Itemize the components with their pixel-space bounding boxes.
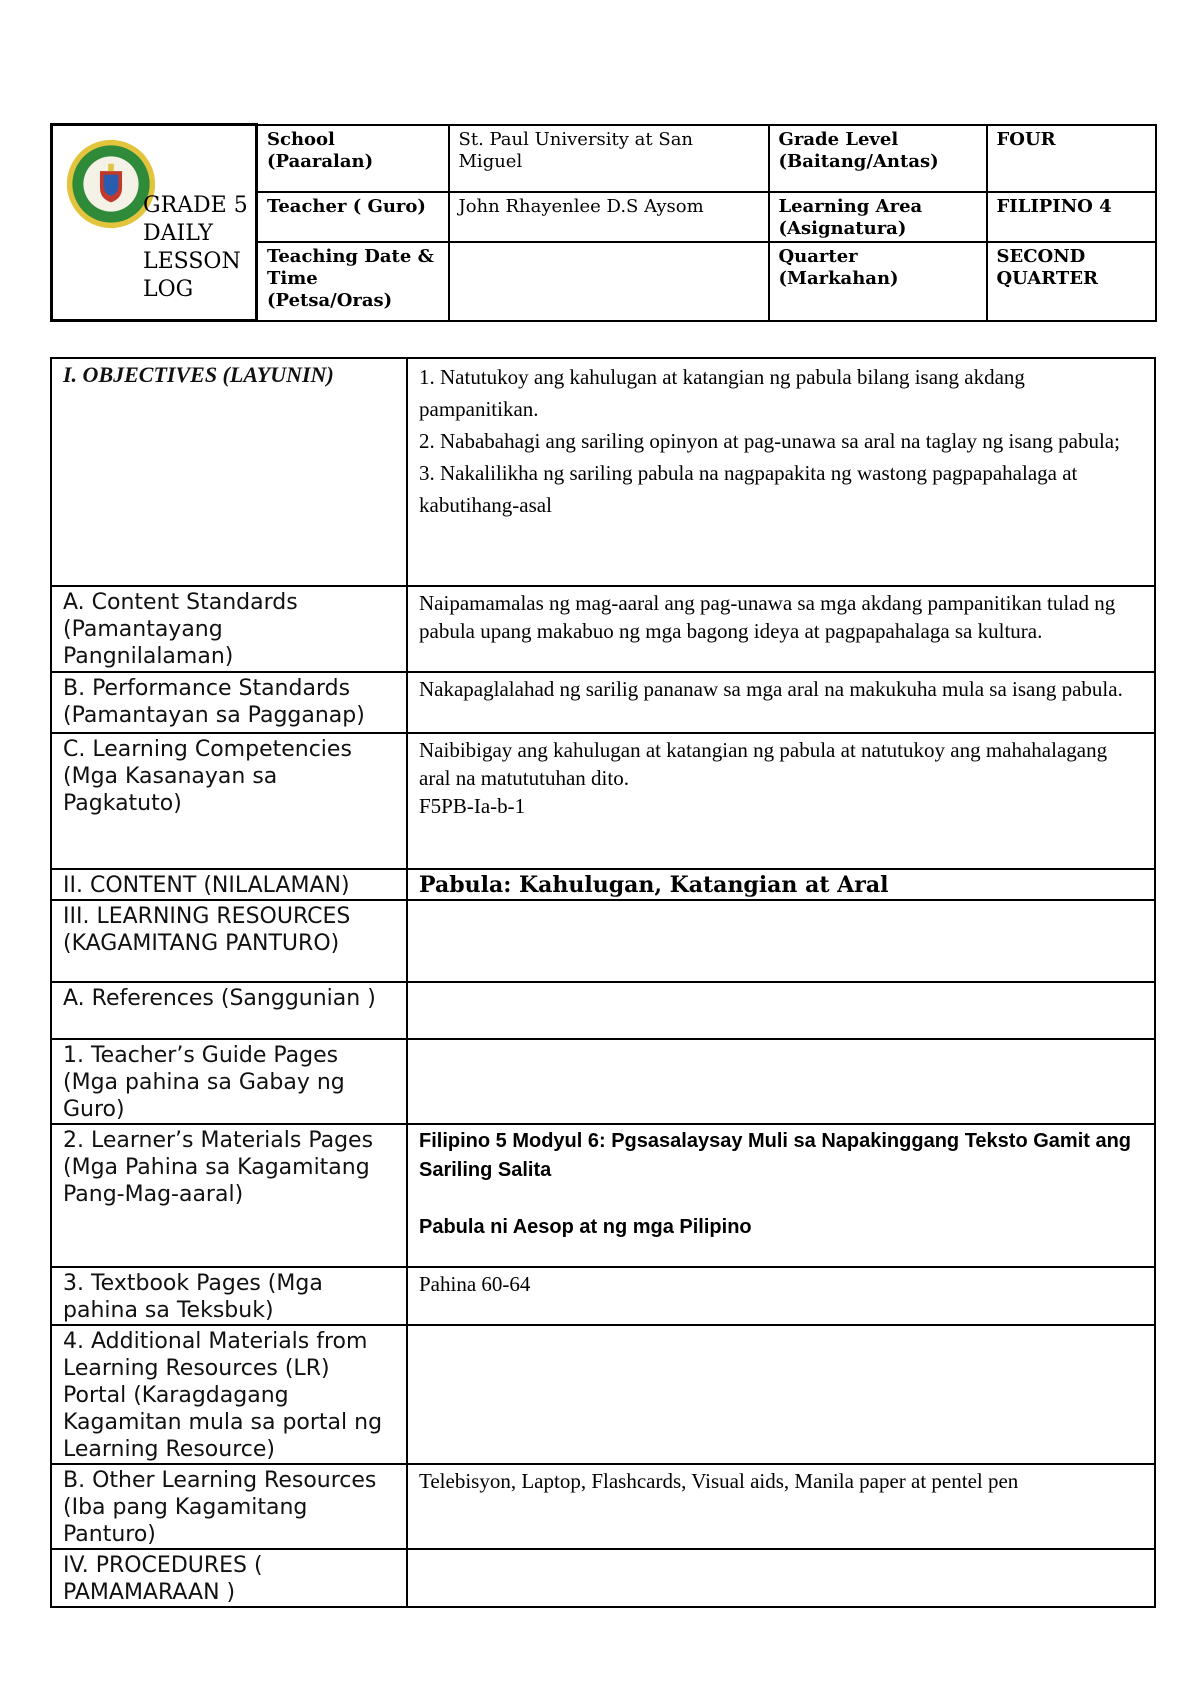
- objective-item: 3. Nakalilikha ng sariling pabula na nagpapakita ng wastong pagpapahalaga at kabutihang-asal: [419, 461, 1078, 517]
- references-value: [407, 982, 1155, 1039]
- table-row: [51, 1124, 1155, 1267]
- quarter-value: SECOND QUARTER: [987, 242, 1156, 321]
- learning-competencies-cell: [407, 733, 1155, 869]
- additional-materials-label: 4. Additional Materials from Learning Resources (LR) Portal (Karagdagang Kagamitan mula sa portal ng Learning Resource): [51, 1325, 407, 1464]
- content-value-cell: [407, 869, 1155, 900]
- learning-resources-value: [407, 900, 1155, 982]
- objectives-label-cell: [51, 358, 407, 586]
- textbook-label: 3. Textbook Pages (Mga pahina sa Teksbuk): [51, 1267, 407, 1325]
- table-row: [51, 1325, 1155, 1464]
- table-row: [51, 672, 1155, 733]
- content-standards-label: A. Content Standards (Pamantayang Pangnilalaman): [51, 586, 407, 672]
- school-value: St. Paul University at San Miguel: [449, 125, 769, 192]
- logo-cell: [52, 125, 257, 321]
- learning-competencies-label: C. Learning Competencies (Mga Kasanayan sa Pagkatuto): [51, 733, 407, 869]
- other-resources-value: Telebisyon, Laptop, Flashcards, Visual aids, Manila paper at pentel pen: [407, 1464, 1155, 1549]
- content-standards-value: Naipamamalas ng mag-aaral ang pag-unawa sa mga akdang pampanitikan tulad ng pabula upang makabuo ng mga bagong ideya at pagpapahalaga sa kultura.: [407, 586, 1155, 672]
- table-row: [51, 358, 1155, 586]
- table-row: [51, 869, 1155, 900]
- competency-code: F5PB-Ia-b-1: [419, 794, 526, 818]
- table-row: [51, 586, 1155, 672]
- objective-item: 1. Natutukoy ang kahulugan at katangian ng pabula bilang isang akdang pampanitikan.: [419, 365, 1025, 421]
- table-row: [51, 733, 1155, 869]
- table-row: [51, 900, 1155, 982]
- learner-materials-cell: [407, 1124, 1155, 1267]
- content-value: Pabula: Kahulugan, Katangian at Aral: [419, 872, 889, 898]
- grade-level-label: Grade Level (Baitang/Antas): [769, 125, 987, 192]
- teaching-date-value: [449, 242, 769, 321]
- learning-area-value: FILIPINO 4: [987, 192, 1156, 242]
- textbook-value: Pahina 60-64: [407, 1267, 1155, 1325]
- grade-title: GRADE 5 DAILY LESSON LOG: [143, 193, 248, 302]
- content-label: II. CONTENT (NILALAMAN): [51, 869, 407, 900]
- table-row: [51, 1039, 1155, 1124]
- performance-standards-value: Nakapaglalahad ng sarilig pananaw sa mga aral na makukuha mula sa isang pabula.: [407, 672, 1155, 733]
- learning-resources-label: III. LEARNING RESOURCES (KAGAMITANG PANTURO): [51, 900, 407, 982]
- learner-materials-line2: Pabula ni Aesop at ng mga Pilipino: [419, 1216, 752, 1238]
- table-row: [51, 1464, 1155, 1549]
- learner-materials-label: 2. Learner’s Materials Pages (Mga Pahina sa Kagamitang Pang-Mag-aaral): [51, 1124, 407, 1267]
- teacher-label: Teacher ( Guro): [257, 192, 449, 242]
- quarter-label: Quarter (Markahan): [769, 242, 987, 321]
- performance-standards-label: B. Performance Standards (Pamantayan sa Pagganap): [51, 672, 407, 733]
- grade-level-value: FOUR: [987, 125, 1156, 192]
- school-label: School (Paaralan): [257, 125, 449, 192]
- teacher-guide-value: [407, 1039, 1155, 1124]
- objective-item: 2. Nababahagi ang sariling opinyon at pag-unawa sa aral na taglay ng isang pabula;: [419, 429, 1120, 453]
- teacher-value: John Rhayenlee D.S Aysom: [449, 192, 769, 242]
- table-row: [51, 1549, 1155, 1607]
- teaching-date-label: Teaching Date & Time (Petsa/Oras): [257, 242, 449, 321]
- table-row: [51, 1267, 1155, 1325]
- procedures-value: [407, 1549, 1155, 1607]
- additional-materials-value: [407, 1325, 1155, 1464]
- other-resources-label: B. Other Learning Resources (Iba pang Kagamitang Panturo): [51, 1464, 407, 1549]
- lesson-table: [50, 357, 1156, 1608]
- teacher-guide-label: 1. Teacher’s Guide Pages (Mga pahina sa Gabay ng Guro): [51, 1039, 407, 1124]
- learning-competencies-value: Naibibigay ang kahulugan at katangian ng pabula at natutukoy ang mahahalagang aral na matututuhan dito.: [419, 738, 1108, 790]
- table-row: [51, 982, 1155, 1039]
- learning-area-label: Learning Area (Asignatura): [769, 192, 987, 242]
- procedures-label: IV. PROCEDURES ( PAMAMARAAN ): [51, 1549, 407, 1607]
- objectives-list: [407, 358, 1155, 586]
- references-label: A. References (Sanggunian ): [51, 982, 407, 1039]
- learner-materials-line1: Filipino 5 Modyul 6: Pgsasalaysay Muli sa Napakinggang Teksto Gamit ang Sariling Salita: [419, 1130, 1132, 1181]
- header-table: [50, 123, 1157, 322]
- objectives-label: I. OBJECTIVES (LAYUNIN): [63, 362, 334, 387]
